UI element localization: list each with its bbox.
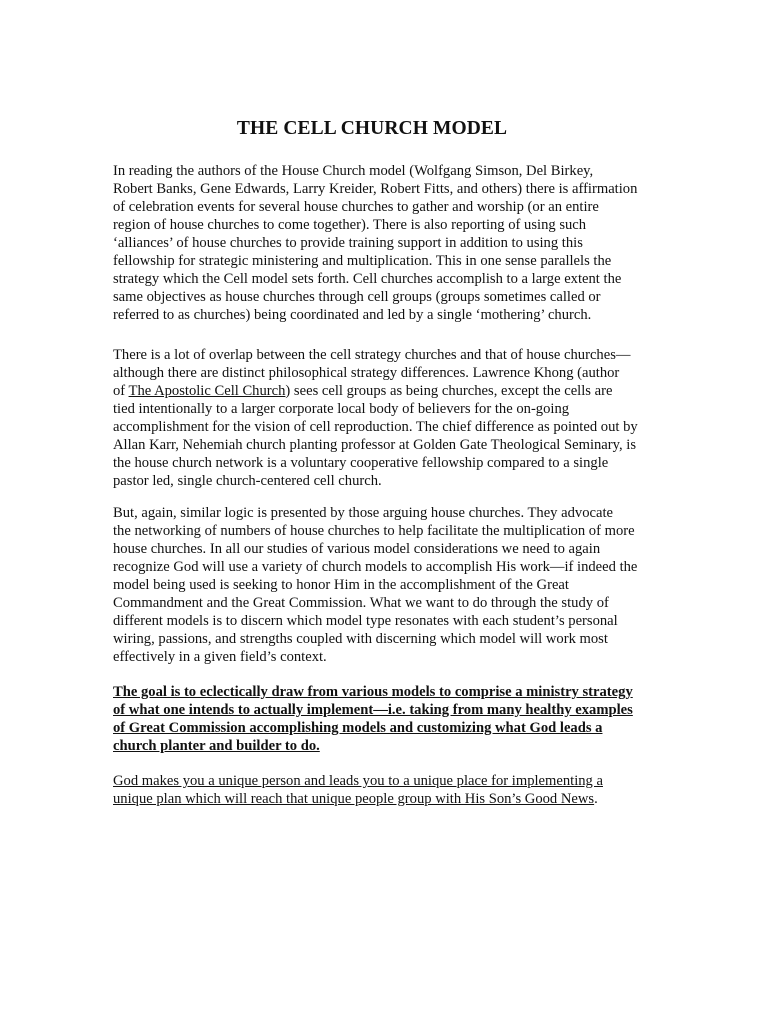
paragraph-house-church-model: [113, 162, 658, 324]
text-line: The goal is to eclectically draw from various models to comprise a ministry strategy: [113, 684, 633, 700]
text-line: God makes you a unique person and leads you to a unique place for implementing a: [113, 773, 603, 789]
text-fragment: of: [113, 383, 129, 399]
text-line: the house church network is a voluntary cooperative fellowship compared to a single: [113, 455, 609, 471]
text-line: referred to as churches) being coordinated and led by a single ‘mothering’ church.: [113, 307, 592, 323]
paragraph-cell-strategy-overlap: [113, 346, 658, 490]
text-line: of Great Commission accomplishing models and customizing what God leads a: [113, 720, 603, 736]
text-line: region of house churches to come together). There is also reporting of using such: [113, 217, 587, 233]
text-line: accomplishment for the vision of cell reproduction. The chief difference as pointed out by: [113, 419, 638, 435]
text-line: [113, 790, 658, 808]
text-line: Robert Banks, Gene Edwards, Larry Kreider, Robert Fitts, and others) there is affirmation: [113, 181, 638, 197]
paragraph-similar-logic: [113, 504, 658, 666]
closing-period: .: [594, 791, 598, 807]
text-line: of celebration events for several house churches to gather and worship (or an entire: [113, 199, 599, 215]
text-line: the networking of numbers of house churches to help facilitate the multiplication of more: [113, 523, 635, 539]
text-line: strategy which the Cell model sets forth. Cell churches accomplish to a large extent the: [113, 271, 622, 287]
text-line: effectively in a given field’s context.: [113, 649, 327, 665]
text-line: same objectives as house churches through cell groups (groups sometimes called or: [113, 289, 601, 305]
text-line: wiring, passions, and strengths coupled with discerning which model will work most: [113, 631, 608, 647]
book-title: The Apostolic Cell Church: [128, 383, 286, 399]
text-line: model being used is seeking to honor Him in the accomplishment of the Great: [113, 577, 569, 593]
page-title: THE CELL CHURCH MODEL: [236, 118, 508, 139]
text-line: There is a lot of overlap between the cell strategy churches and that of house churches—: [113, 347, 631, 363]
text-line: Allan Karr, Nehemiah church planting professor at Golden Gate Theological Seminary, is: [113, 437, 637, 453]
text-line: recognize God will use a variety of church models to accomplish His work—if indeed the: [113, 559, 638, 575]
text-line: different models is to discern which model type resonates with each student’s personal: [113, 613, 618, 629]
text-line: although there are distinct philosophical strategy differences. Lawrence Khong (author: [113, 365, 620, 381]
text-line: Commandment and the Great Commission. What we want to do through the study of: [113, 595, 609, 611]
text-line: tied intentionally to a larger corporate local body of believers for the on-going: [113, 401, 570, 417]
paragraph-unique-person: [113, 772, 658, 808]
text-line: [113, 382, 658, 400]
text-line: pastor led, single church-centered cell church.: [113, 473, 382, 489]
text-line: church planter and builder to do.: [113, 738, 320, 754]
text-line: fellowship for strategic ministering and multiplication. This in one sense parallels the: [113, 253, 612, 269]
paragraph-goal-statement: [113, 683, 658, 755]
text-line: But, again, similar logic is presented by those arguing house churches. They advocate: [113, 505, 613, 521]
text-line: In reading the authors of the House Church model (Wolfgang Simson, Del Birkey,: [113, 163, 594, 179]
text-fragment: unique plan which will reach that unique people group with His Son’s Good News: [113, 791, 595, 807]
text-line: of what one intends to actually implement—i.e. taking from many healthy examples: [113, 702, 633, 718]
text-line: ‘alliances’ of house churches to provide training support in addition to using this: [113, 235, 583, 251]
text-fragment: ) sees cell groups as being churches, except the cells are: [285, 383, 613, 399]
text-line: house churches. In all our studies of various model considerations we need to again: [113, 541, 601, 557]
